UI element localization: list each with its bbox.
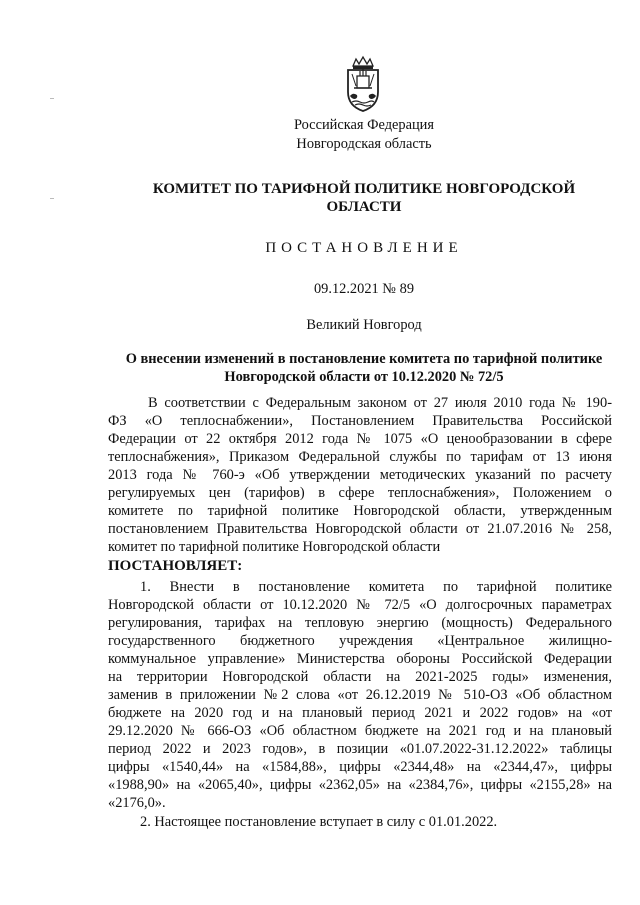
item1-line: регулирования, тарифах на тепловую энергию (мощность) Федерального <box>108 615 612 631</box>
item1-line: «2176,0». <box>108 795 166 811</box>
coat-of-arms-icon <box>340 54 386 114</box>
preamble-line: постановлением Правительства Новгородской области от 21.07.2016 № 258, <box>108 521 612 537</box>
subject-title: Новгородской области от 10.12.2020 № 72/5 <box>224 369 504 385</box>
item1-line: государственного бюджетного учреждения «Центральное жилищно- <box>108 633 612 649</box>
item1-line: бюджете на 2020 год и на плановый период 2021 и 2022 годов» на «от <box>108 705 612 721</box>
item1-line: «1988,90» на «2065,40», цифры «2362,05» на «2384,76», цифры «2155,28» на <box>108 777 612 793</box>
item1-line: цифры «1540,44» на «1584,88», цифры «2344,48» на «2344,47», цифры <box>108 759 612 775</box>
item1-line: коммунальное управление» Министерства обороны Российской Федерации <box>108 651 612 667</box>
margin-mark <box>50 98 54 99</box>
item1-line: 1. Внести в постановление комитета по тарифной политике <box>140 579 612 595</box>
date-number: 09.12.2021 № 89 <box>313 281 415 297</box>
preamble-line: комитет по тарифной политике Новгородской области <box>108 539 441 555</box>
preamble-line: В соответствии с Федеральным законом от 27 июля 2010 года № 190- <box>148 395 612 411</box>
header-country: Российская Федерация <box>293 117 435 133</box>
preamble-line: Федерации от 22 октября 2012 года № 1075 «О ценообразовании в сфере <box>108 431 612 447</box>
preamble-line: комитете по тарифной политике Новгородской области, утвержденным <box>108 503 612 519</box>
item1-line: 29.12.2020 № 666-ОЗ «Об областном бюджете на 2021 год и на плановый <box>108 723 612 739</box>
preamble-line: теплоснабжения», Приказом Федеральной службы по тарифам от 13 июня <box>108 449 612 465</box>
subject-title: О внесении изменений в постановление комитета по тарифной политике <box>125 351 603 367</box>
preamble-line: ФЗ «О теплоснабжении», Постановлением Правительства Российской <box>108 413 612 429</box>
committee-title: КОМИТЕТ ПО ТАРИФНОЙ ПОЛИТИКЕ НОВГОРОДСКОЙ <box>152 181 576 197</box>
item1-line: Новгородской области от 10.12.2020 № 72/5 «О долгосрочных параметрах <box>108 597 612 613</box>
item1-line: период 2022 и 2023 годов», в позиции «01.07.2022-31.12.2022» таблицы <box>108 741 612 757</box>
resolves-heading: ПОСТАНОВЛЯЕТ: <box>108 558 243 574</box>
header-region: Новгородская область <box>296 136 432 152</box>
item2-line: 2. Настоящее постановление вступает в силу с 01.01.2022. <box>140 814 498 830</box>
margin-mark <box>50 198 54 199</box>
item1-line: заменив в приложении №2 слова «от 26.12.2019 № 510-ОЗ «Об областном <box>108 687 612 703</box>
preamble-line: регулируемых цен (тарифов) в сфере теплоснабжения», Положением о <box>108 485 612 501</box>
preamble-line: 2013 года № 760-э «Об утверждении методических указаний по расчету <box>108 467 612 483</box>
committee-title: ОБЛАСТИ <box>326 199 402 215</box>
doc-type: ПОСТАНОВЛЕНИЕ <box>265 240 463 256</box>
city: Великий Новгород <box>306 317 422 333</box>
item1-line: на территории Новгородской области на 2021-2025 годы» изменения, <box>108 669 612 685</box>
